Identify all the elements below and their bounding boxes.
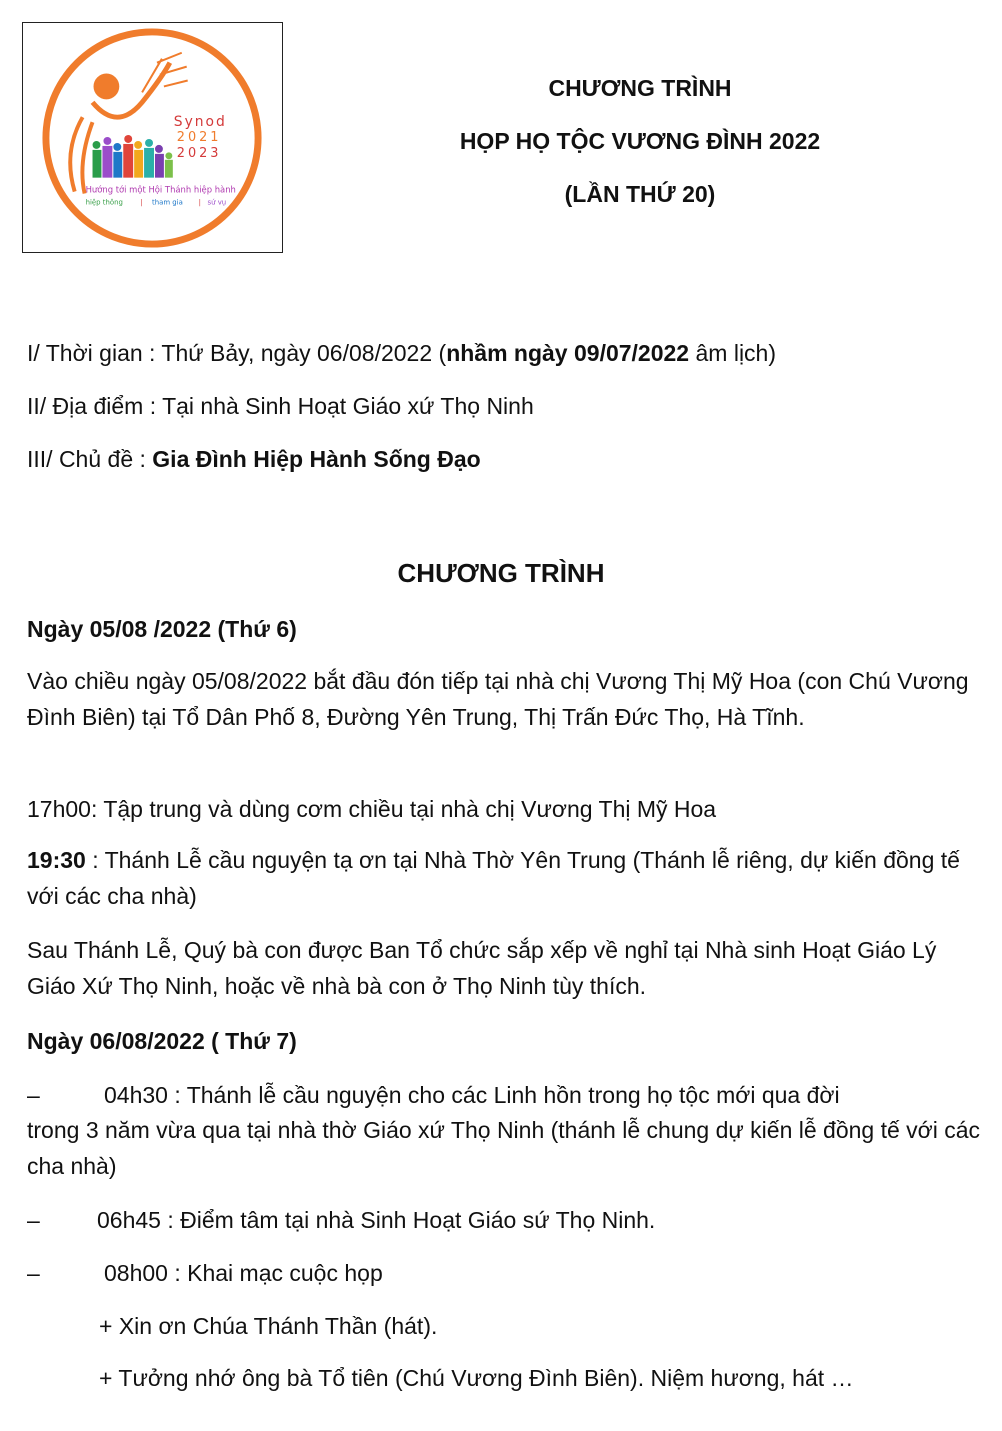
info-topic-value: Gia Đình Hiệp Hành Sống Đạo [152,446,481,472]
info-time [27,342,776,365]
day2-subitem-2: + Tưởng nhớ ông bà Tổ tiên (Chú Vương Đình Biên). Niệm hương, hát … [99,1365,854,1391]
logo-tagline: Hướng tới một Hội Thánh hiệp hành [85,184,236,195]
synod-logo-graphic [23,23,282,252]
info-place: II/ Địa điểm : Tại nhà Sinh Hoạt Giáo xứ Thọ Ninh [27,393,534,419]
day2-item-1-continued: trong 3 năm vừa qua tại nhà thờ Giáo xứ Thọ Ninh (thánh lễ chung dự kiến lễ đồng tế với các cha nhà) [27,1117,981,1179]
program-title: CHƯƠNG TRÌNH [397,558,605,588]
day1-title: Ngày 05/08 /2022 (Thứ 6) [27,616,297,642]
day1-paragraph-1: Vào chiều ngày 05/08/2022 bắt đầu đón tiếp tại nhà chị Vương Thị Mỹ Hoa (con Chú Vương Đình Biên) tại Tổ Dân Phố 8, Đường Yên Trung, Thị Trấn Đức Thọ, Hà Tĩnh. [27,668,969,730]
info-time-suffix: âm lịch) [689,340,777,366]
day1-paragraph-4: Sau Thánh Lễ, Quý bà con được Ban Tổ chức sắp xếp về nghỉ tại Nhà sinh Hoạt Giáo Lý Giáo Xứ Thọ Ninh, hoặc về nhà bà con ở Thọ Ninh tùy thích. [27,937,937,999]
logo-wheat [142,53,188,93]
day2-item-2: 06h45 : Điểm tâm tại nhà Sinh Hoạt Giáo sứ Thọ Ninh. [97,1207,656,1233]
logo-sep-2: | [198,198,201,207]
day2-title: Ngày 06/08/2022 ( Thứ 7) [27,1028,297,1054]
day1-mass-time: 19:30 [27,847,86,873]
header-title-3: (LẦN THỨ 20) [564,181,716,207]
synod-logo [22,22,283,253]
logo-head [94,74,120,100]
day2-item-1: 04h30 : Thánh lễ cầu nguyện cho các Linh hồn trong họ tộc mới qua đời [104,1082,840,1108]
info-time-lunar: nhầm ngày 09/07/2022 [446,340,690,366]
bullet-dash: – [27,1082,40,1108]
logo-ring [46,32,258,244]
logo-year-2: 2023 [176,145,222,161]
logo-sub-2: tham gia [152,198,183,207]
logo-people [93,135,173,178]
day2-subitem-1: + Xin ơn Chúa Thánh Thần (hát). [99,1313,438,1339]
logo-body [70,117,92,193]
day1-paragraph-2: 17h00: Tập trung và dùng cơm chiều tại nhà chị Vương Thị Mỹ Hoa [27,796,717,822]
logo-word: Synod [173,114,227,131]
info-topic [27,448,481,471]
logo-sep-1: | [140,198,143,207]
bullet-dash: – [27,1207,40,1233]
bullet-dash: – [27,1260,40,1286]
day1-mass-desc: : Thánh Lễ cầu nguyện tạ ơn tại Nhà Thờ Yên Trung (Thánh lễ riêng, dự kiến đồng tế với các cha nhà) [27,847,960,909]
header-title-2: HỌP HỌ TỘC VƯƠNG ĐÌNH 2022 [459,128,821,154]
header-title-1: CHƯƠNG TRÌNH [548,75,732,101]
info-time-label: I/ Thời gian : Thứ Bảy, ngày 06/08/2022 ( [27,340,447,366]
day2-item-3: 08h00 : Khai mạc cuộc họp [104,1260,383,1286]
info-topic-label: III/ Chủ đề : [27,446,153,472]
logo-sub-3: sứ vụ [207,198,227,207]
day1-paragraph-3 [27,842,982,914]
logo-year-1: 2021 [176,129,222,145]
logo-sub-1: hiệp thông [85,198,123,207]
